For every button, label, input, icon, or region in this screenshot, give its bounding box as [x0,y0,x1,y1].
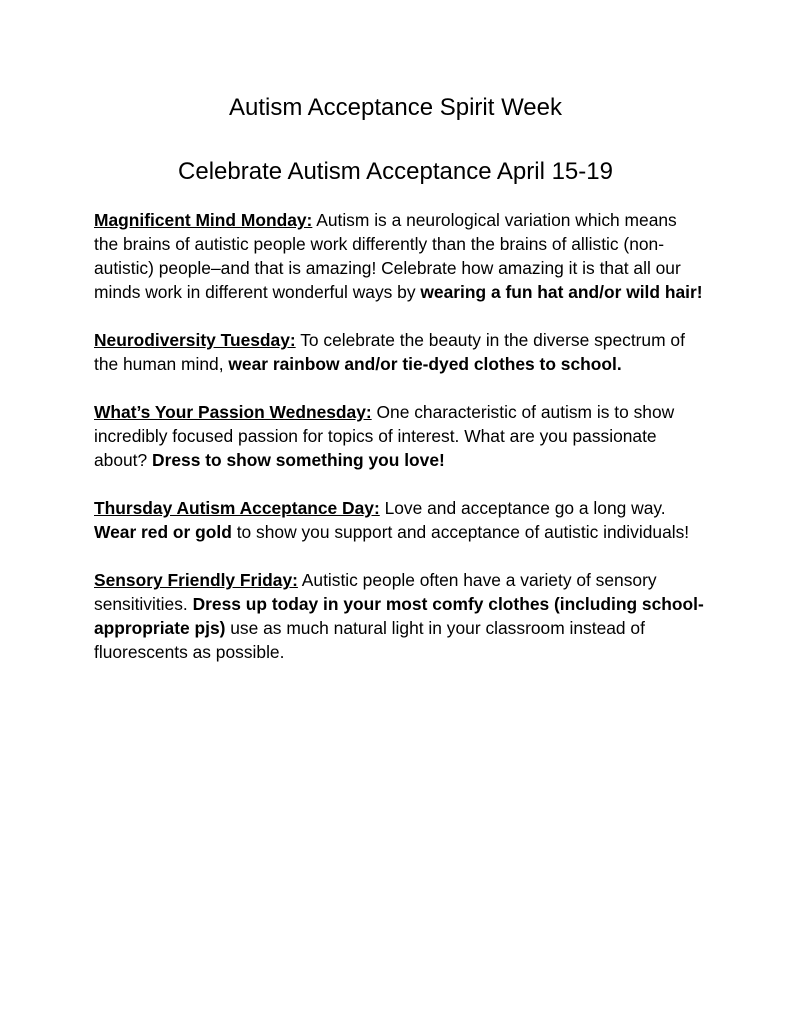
day-text2-friday: use as much natural light in your classroom instead of fluorescents as possible. [94,618,645,662]
day-name-tuesday: Neurodiversity Tuesday: [94,330,296,350]
day-dress-friday: Dress up today in your most comfy clothes (including school-appropriate pjs) [94,594,704,638]
day-name-thursday: Thursday Autism Acceptance Day: [94,498,380,518]
day-dress-wednesday: Dress to show something you love! [152,450,445,470]
day-dress-monday: wearing a fun hat and/or wild hair! [420,282,703,302]
day-friday [94,568,704,664]
day-name-monday: Magnificent Mind Monday: [94,210,313,230]
day-text-friday: Autistic people often have a variety of sensory sensitivities. [94,570,657,614]
day-text-wednesday: One characteristic of autism is to show incredibly focused passion for topics of interest. What are you passionate about? [94,402,675,470]
day-text-tuesday: To celebrate the beauty in the diverse spectrum of the human mind, [94,330,685,374]
spirit-week-schedule [94,208,704,688]
day-name-friday: Sensory Friendly Friday: [94,570,298,590]
day-text-monday: Autism is a neurological variation which means the brains of autistic people work differently than the brains of allistic (non-autistic) people–and that is amazing! Celebrate how amazing it is that all our minds work in different wonderful ways by [94,210,681,302]
day-text-thursday: Love and acceptance go a long way. [379,498,666,518]
day-tuesday [94,328,704,376]
day-name-wednesday: What’s Your Passion Wednesday: [94,402,372,422]
day-wednesday [94,400,704,472]
day-text2-thursday: to show you support and acceptance of autistic individuals! [231,522,690,542]
day-dress-thursday: Wear red or gold [94,522,232,542]
document-title: Autism Acceptance Spirit Week [228,94,563,121]
day-monday [94,208,704,304]
day-thursday [94,496,704,544]
document-subtitle: Celebrate Autism Acceptance April 15-19 [178,158,613,185]
day-dress-tuesday: wear rainbow and/or tie-dyed clothes to school. [228,354,622,374]
